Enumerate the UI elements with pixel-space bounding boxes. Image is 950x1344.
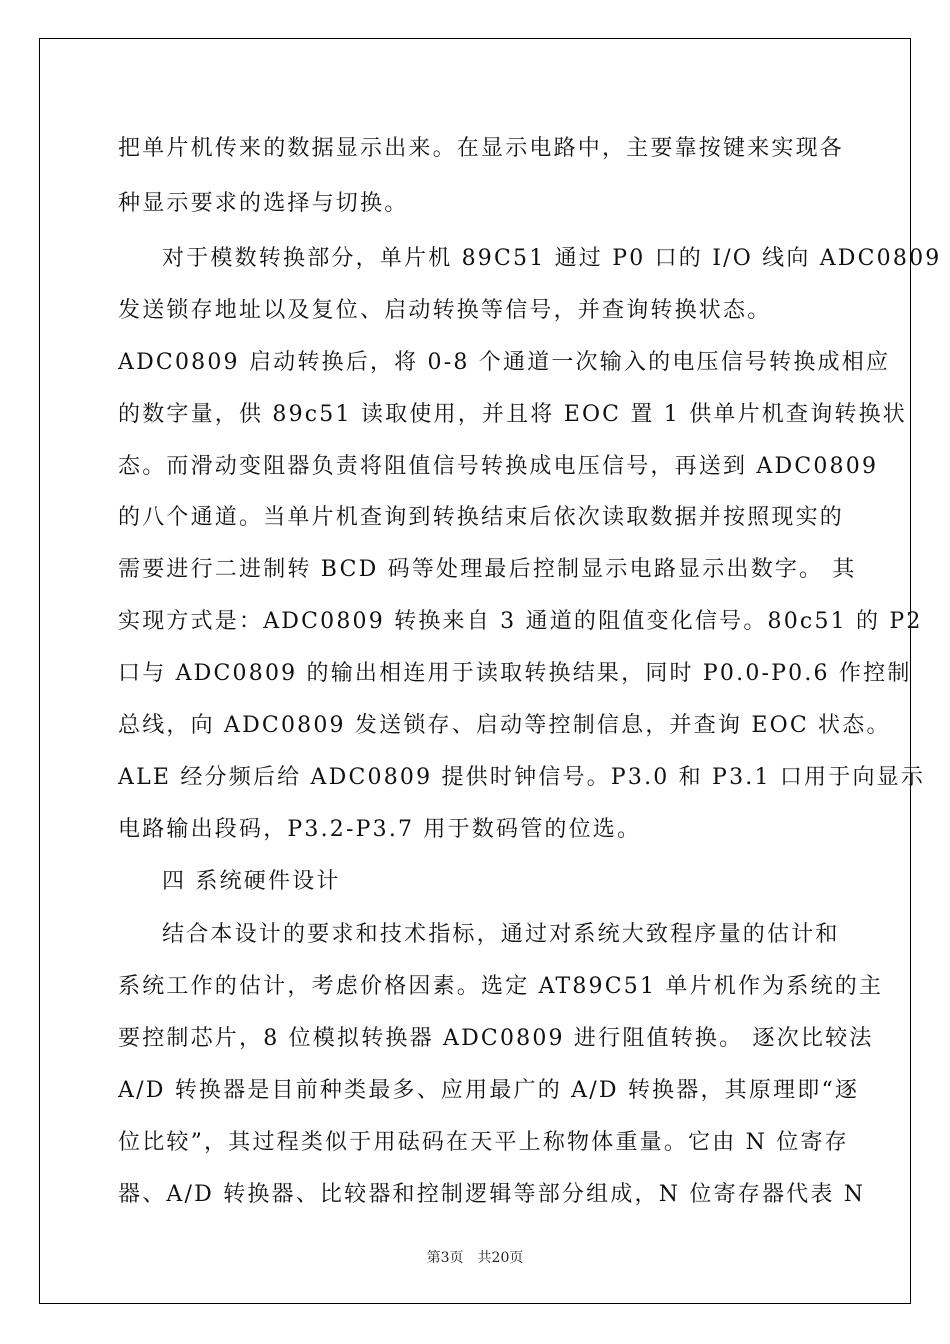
text-line: 种显示要求的选择与切换。: [118, 191, 409, 216]
text-line: 的数字量，供 89c51 读取使用，并且将 EOC 置 1 供单片机查询转换状: [118, 402, 907, 427]
text-line: 把单片机传来的数据显示出来。在显示电路中，主要靠按键来实现各: [118, 136, 845, 161]
text-line: 对于模数转换部分，单片机 89C51 通过 P0 口的 I/O 线向 ADC0809: [162, 246, 942, 271]
section-heading: 四 系统硬件设计: [162, 869, 341, 894]
text-line: 系统工作的估计，考虑价格因素。选定 AT89C51 单片机作为系统的主: [118, 974, 884, 999]
text-line: 电路输出段码，P3.2-P3.7 用于数码管的位选。: [118, 817, 642, 842]
text-line: ADC0809 启动转换后，将 0-8 个通道一次输入的电压信号转换成相应: [118, 350, 891, 375]
text-line: 要控制芯片，8 位模拟转换器 ADC0809 进行阻值转换。 逐次比较法: [118, 1026, 874, 1051]
text-line: 总线，向 ADC0809 发送锁存、启动等控制信息，并查询 EOC 状态。: [118, 713, 891, 738]
text-line: 态。而滑动变阻器负责将阻值信号转换成电压信号，再送到 ADC0809: [118, 454, 879, 479]
text-line: 口与 ADC0809 的输出相连用于读取转换结果，同时 P0.0-P0.6 作控制: [118, 661, 912, 686]
text-line: 发送锁存地址以及复位、启动转换等信号，并查询转换状态。: [118, 298, 772, 323]
text-line: 需要进行二进制转 BCD 码等处理最后控制显示电路显示出数字。 其: [118, 557, 857, 582]
page-number: 第3页 共20页: [426, 1250, 524, 1266]
text-line: 实现方式是：ADC0809 转换来自 3 通道的阻值变化信号。80c51 的 P2: [118, 609, 923, 634]
text-line: 结合本设计的要求和技术指标，通过对系统大致程序量的估计和: [162, 922, 840, 947]
text-line: 器、A/D 转换器、比较器和控制逻辑等部分组成，N 位寄存器代表 N: [118, 1182, 866, 1207]
text-line: ALE 经分频后给 ADC0809 提供时钟信号。P3.0 和 P3.1 口用于向显示: [118, 765, 926, 790]
text-line: A/D 转换器是目前种类最多、应用最广的 A/D 转换器，其原理即“逐: [118, 1078, 860, 1103]
text-line: 位比较”，其过程类似于用砝码在天平上称物体重量。它由 N 位寄存: [118, 1130, 849, 1155]
text-line: 的八个通道。当单片机查询到转换结束后依次读取数据并按照现实的: [118, 505, 845, 530]
